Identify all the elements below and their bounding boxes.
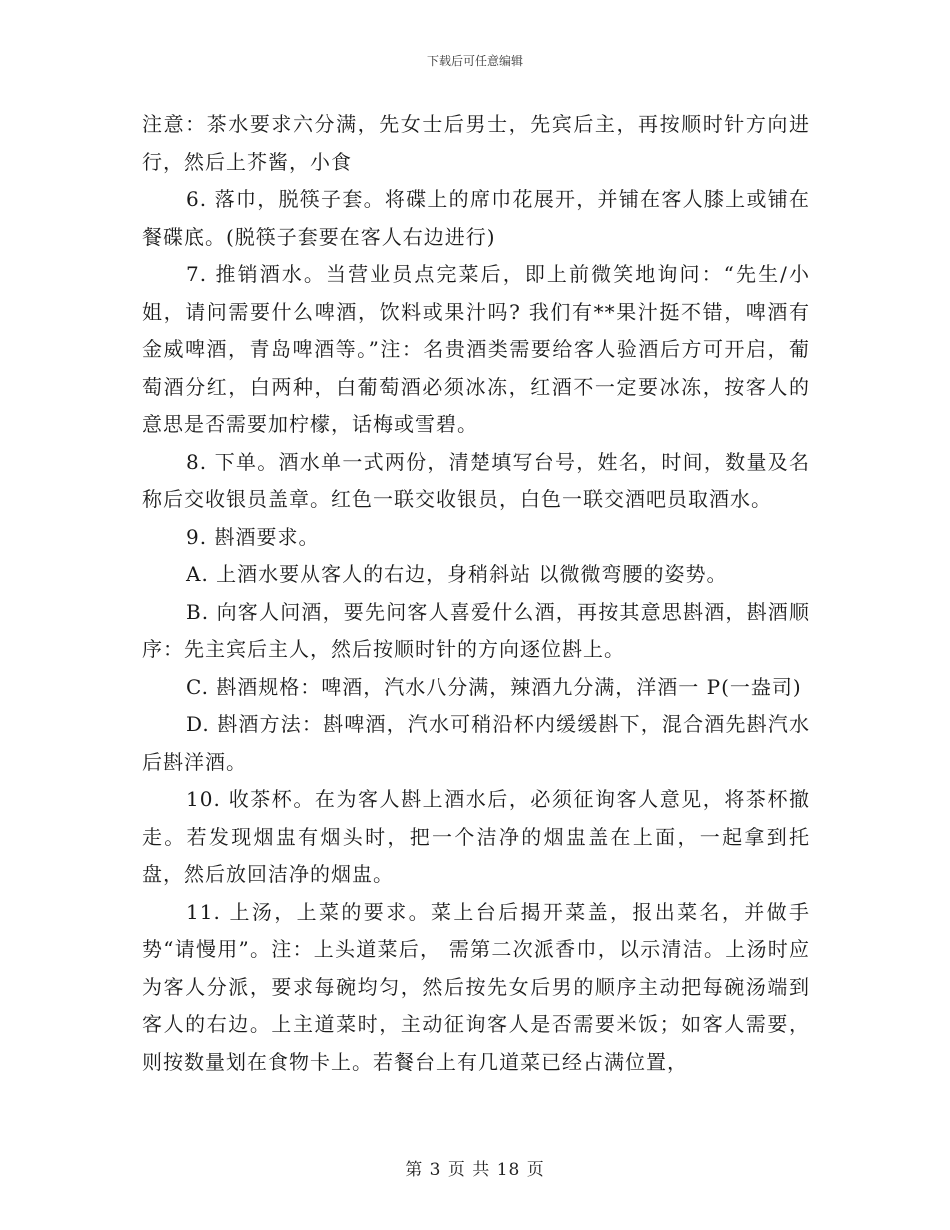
paragraph-item-10: 10. 收茶杯。在为客人斟上酒水后，必须征询客人意见，将茶杯撤走。若发现烟盅有烟头时，把一个洁净的烟盅盖在上面，一起拿到托盘，然后放回洁净的烟盅。 [142, 787, 810, 886]
page-header: 下载后可任意编辑 [426, 54, 523, 68]
paragraph-item-9c: C. 斟酒规格：啤酒，汽水八分满，辣酒九分满，洋酒一 P(一盎司) [186, 674, 802, 699]
paragraph-item-8: 8. 下单。酒水单一式两份，清楚填写台号，姓名，时间，数量及名称后交收银员盖章。红色一联交收银员，白色一联交酒吧员取酒水。 [142, 449, 810, 511]
paragraph-item-9: 9. 斟酒要求。 [186, 524, 320, 549]
paragraph-item-9b: B. 向客人问酒，要先问客人喜爱什么酒，再按其意思斟酒，斟酒顺序：先主宾后主人，然后按顺时针的方向逐位斟上。 [142, 599, 810, 661]
paragraph-item-9d: D. 斟酒方法：斟啤酒，汽水可稍沿杯内缓缓斟下，混合酒先斟汽水后斟洋酒。 [142, 712, 810, 774]
paragraph-note-tea: 注意：茶水要求六分满，先女士后男士，先宾后主，再按顺时针方向进行，然后上芥酱，小食 [142, 112, 810, 174]
page-footer: 第 3 页 共 18 页 [405, 1160, 545, 1180]
paragraph-item-7: 7. 推销酒水。当营业员点完菜后，即上前微笑地询问：“先生/小姐，请问需要什么啤酒，饮料或果汁吗? 我们有**果汁挺不错，啤酒有金威啤酒，青岛啤酒等。”注：名贵酒类需要给客人验酒后方可开启，葡萄酒分红，白两种，白葡萄酒必须冰冻，红酒不一定要冰冻，按客人的意思是否需要加柠檬，话梅或雪碧。 [142, 262, 810, 436]
paragraph-item-11: 11. 上汤，上菜的要求。菜上台后揭开菜盖，报出菜名，并做手势“请慢用”。注：上头道菜后， 需第二次派香巾，以示清洁。上汤时应为客人分派，要求每碗均匀，然后按先女后男的顺序主动把每碗汤端到客人的右边。上主道菜时，主动征询客人是否需要米饭；如客人需要，则按数量划在食物卡上。若餐台上有几道菜已经占满位置， [142, 899, 810, 1074]
paragraph-item-9a: A. 上酒水要从客人的右边，身稍斜站 以微微弯腰的姿势。 [186, 562, 728, 586]
document-body [142, 106, 810, 1081]
paragraph-item-6: 6. 落巾，脱筷子套。将碟上的席巾花展开，并铺在客人膝上或铺在餐碟底。(脱筷子套要在客人右边进行) [142, 187, 810, 249]
